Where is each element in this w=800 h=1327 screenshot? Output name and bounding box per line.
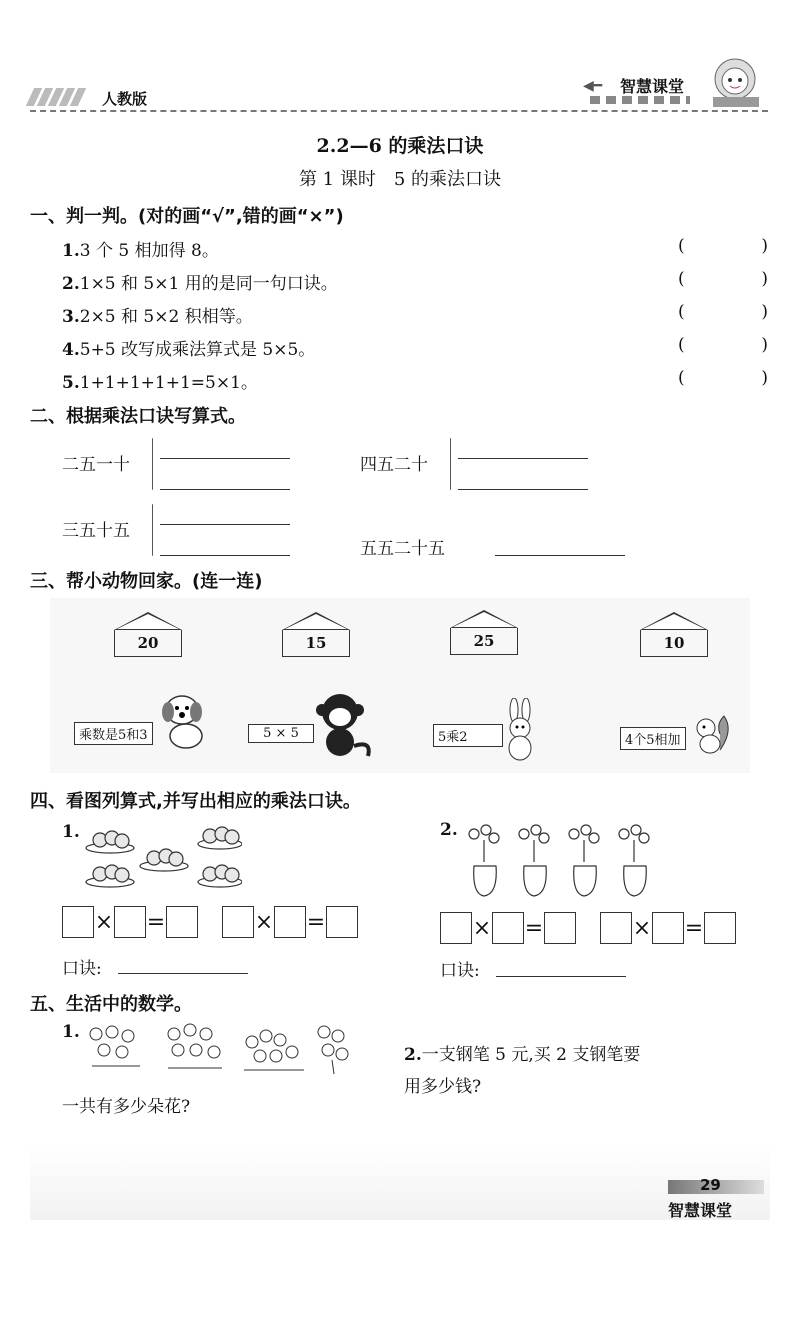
rhyme-label: 五五二十五 xyxy=(360,539,445,559)
house[interactable]: 15 xyxy=(282,612,350,657)
rhyme-label: 二五一十 xyxy=(62,455,130,475)
brace xyxy=(152,504,153,556)
question-text: 一共有多少朵花? xyxy=(62,1097,191,1117)
squirrel-icon xyxy=(690,710,734,756)
header-divider xyxy=(30,110,768,112)
header-stripes xyxy=(590,96,690,104)
monkey-icon xyxy=(310,690,376,762)
animal-tag[interactable]: 5乘2 xyxy=(433,724,503,747)
answer-paren[interactable]: ( ) xyxy=(678,236,768,256)
equation-row: × = × = xyxy=(440,912,736,944)
rhyme-prompt: 口诀: xyxy=(440,961,480,981)
answer-line[interactable] xyxy=(496,976,626,977)
answer-box[interactable] xyxy=(222,906,254,938)
peach-plates-illustration xyxy=(82,822,242,892)
answer-box[interactable] xyxy=(544,912,576,944)
footer-brand: 智慧课堂 xyxy=(668,1201,733,1220)
rhyme-label: 四五二十 xyxy=(360,455,428,475)
answer-box[interactable] xyxy=(704,912,736,944)
answer-paren[interactable]: ( ) xyxy=(678,335,768,355)
rhyme-label: 三五十五 xyxy=(62,521,130,541)
rhyme-prompt: 口诀: xyxy=(62,959,102,979)
judge-item: 2.1×5 和 5×1 用的是同一句口诀。 xyxy=(62,274,338,294)
answer-line[interactable] xyxy=(160,524,290,525)
answer-paren[interactable]: ( ) xyxy=(678,302,768,322)
answer-box[interactable] xyxy=(492,912,524,944)
question-text: 2.一支钢笔 5 元,买 2 支钢笔要 xyxy=(404,1045,641,1065)
animal-tag[interactable]: 5 × 5 xyxy=(248,724,314,743)
brace xyxy=(450,438,451,490)
answer-box[interactable] xyxy=(274,906,306,938)
section2-heading: 二、根据乘法口诀写算式。 xyxy=(30,406,246,427)
rabbit-icon xyxy=(498,698,542,762)
answer-box[interactable] xyxy=(62,906,94,938)
edition-label: 人教版 xyxy=(102,90,148,108)
judge-item: 1.3 个 5 相加得 8。 xyxy=(62,241,219,261)
question-number: 2. xyxy=(440,820,458,840)
house[interactable]: 20 xyxy=(114,612,182,657)
answer-line[interactable] xyxy=(458,489,588,490)
question-number: 1. xyxy=(62,822,80,842)
animal-tag[interactable]: 乘数是5和3 xyxy=(74,722,153,745)
girl-mascot-icon xyxy=(705,55,767,110)
answer-box[interactable] xyxy=(600,912,632,944)
answer-line[interactable] xyxy=(458,458,588,459)
answer-line[interactable] xyxy=(160,458,290,459)
answer-paren[interactable]: ( ) xyxy=(678,269,768,289)
answer-box[interactable] xyxy=(114,906,146,938)
section1-heading: 一、判一判。(对的画“√”,错的画“×”) xyxy=(30,206,344,227)
answer-line[interactable] xyxy=(160,555,290,556)
arrow-icon: ◀━ xyxy=(583,78,603,94)
answer-line[interactable] xyxy=(495,555,625,556)
question-number: 1. xyxy=(62,1022,80,1042)
page-title: 2.2—6 的乘法口诀 xyxy=(316,135,484,157)
judge-item: 4.5+5 改写成乘法算式是 5×5。 xyxy=(62,340,316,360)
page-number: 29 xyxy=(700,1176,721,1194)
house[interactable]: 10 xyxy=(640,612,708,657)
brace xyxy=(152,438,153,490)
answer-paren[interactable]: ( ) xyxy=(678,368,768,388)
answer-box[interactable] xyxy=(652,912,684,944)
flower-vases-illustration xyxy=(462,822,662,898)
dog-icon xyxy=(160,690,208,752)
house[interactable]: 25 xyxy=(450,610,518,655)
section3-heading: 三、帮小动物回家。(连一连) xyxy=(30,571,263,592)
equation-row: × = × = xyxy=(62,906,358,938)
section5-heading: 五、生活中的数学。 xyxy=(30,994,192,1015)
footer-band xyxy=(30,1140,770,1220)
answer-line[interactable] xyxy=(118,973,248,974)
answer-box[interactable] xyxy=(166,906,198,938)
flower-groups-illustration xyxy=(82,1022,352,1076)
animal-tag[interactable]: 4个5相加 xyxy=(620,727,686,750)
section4-heading: 四、看图列算式,并写出相应的乘法口诀。 xyxy=(30,791,361,812)
judge-item: 5.1+1+1+1+1=5×1。 xyxy=(62,373,258,393)
answer-line[interactable] xyxy=(160,489,290,490)
lesson-title: 第 1 课时 5 的乘法口诀 xyxy=(298,169,502,190)
answer-box[interactable] xyxy=(440,912,472,944)
header-decoration xyxy=(30,88,85,110)
judge-item: 3.2×5 和 5×2 积相等。 xyxy=(62,307,253,327)
answer-box[interactable] xyxy=(326,906,358,938)
brand-label: 智慧课堂 xyxy=(620,77,685,96)
question-text: 用多少钱? xyxy=(404,1077,482,1097)
